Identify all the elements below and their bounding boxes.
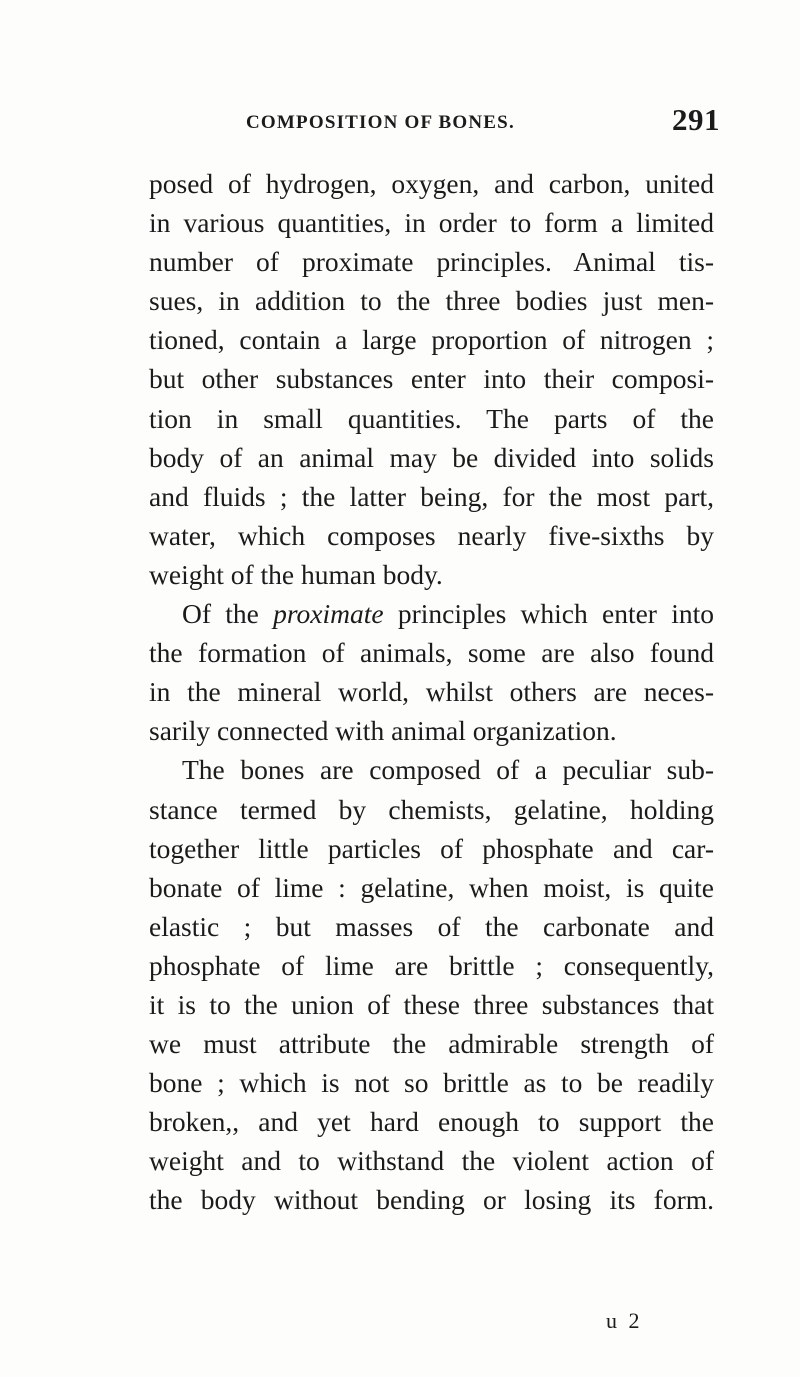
text-line: but other substances enter into their composi- [149, 363, 714, 395]
text-line: stance termed by chemists, gelatine, holding [149, 793, 714, 825]
text-line: weight and to withstand the violent action of [149, 1145, 714, 1177]
italic-term: proximate [273, 598, 384, 630]
text-line: water, which composes nearly five-sixths by [149, 519, 714, 551]
text-line: broken,, and yet hard enough to support the [149, 1106, 714, 1138]
text-line [149, 594, 714, 633]
text-line: bone ; which is not so brittle as to be readily [149, 1067, 714, 1099]
text-line: sarily connected with animal organization. [149, 715, 617, 747]
text-line: and fluids ; the latter being, for the most part, [149, 480, 714, 512]
text-line: in various quantities, in order to form a limited [149, 207, 714, 239]
text-line: body of an animal may be divided into solids [149, 441, 714, 473]
running-title: COMPOSITION OF BONES. [246, 112, 515, 133]
text-line: tioned, contain a large proportion of nitrogen ; [149, 324, 714, 356]
text-line: weight of the human body. [149, 558, 443, 590]
text-line: number of proximate principles. Animal tis- [149, 246, 714, 278]
text-line: it is to the union of these three substances that [149, 988, 714, 1020]
text-line: phosphate of lime are brittle ; consequently, [149, 949, 714, 981]
text-line: posed of hydrogen, oxygen, and carbon, united [149, 168, 714, 199]
text-run: principles which enter into [383, 598, 714, 630]
text-line: elastic ; but masses of the carbonate and [149, 910, 714, 942]
text-line: bonate of lime : gelatine, when moist, is quite [149, 871, 714, 903]
page-number: 291 [672, 102, 720, 137]
text-line: the body without bending or losing its form. [149, 1184, 714, 1216]
text-line: together little particles of phosphate and car- [149, 832, 714, 864]
text-line: the formation of animals, some are also found [149, 637, 714, 669]
text-line: in the mineral world, whilst others are neces- [149, 676, 714, 708]
signature-mark: u 2 [606, 1308, 643, 1333]
text-line: sues, in addition to the three bodies just men- [149, 285, 714, 317]
body-text [149, 164, 714, 1220]
text-line: we must attribute the admirable strength of [149, 1028, 714, 1060]
text-run: Of the [182, 598, 274, 630]
text-line: tion in small quantities. The parts of the [149, 402, 714, 434]
running-head [150, 102, 720, 142]
text-line: The bones are composed of a peculiar sub- [182, 754, 714, 786]
